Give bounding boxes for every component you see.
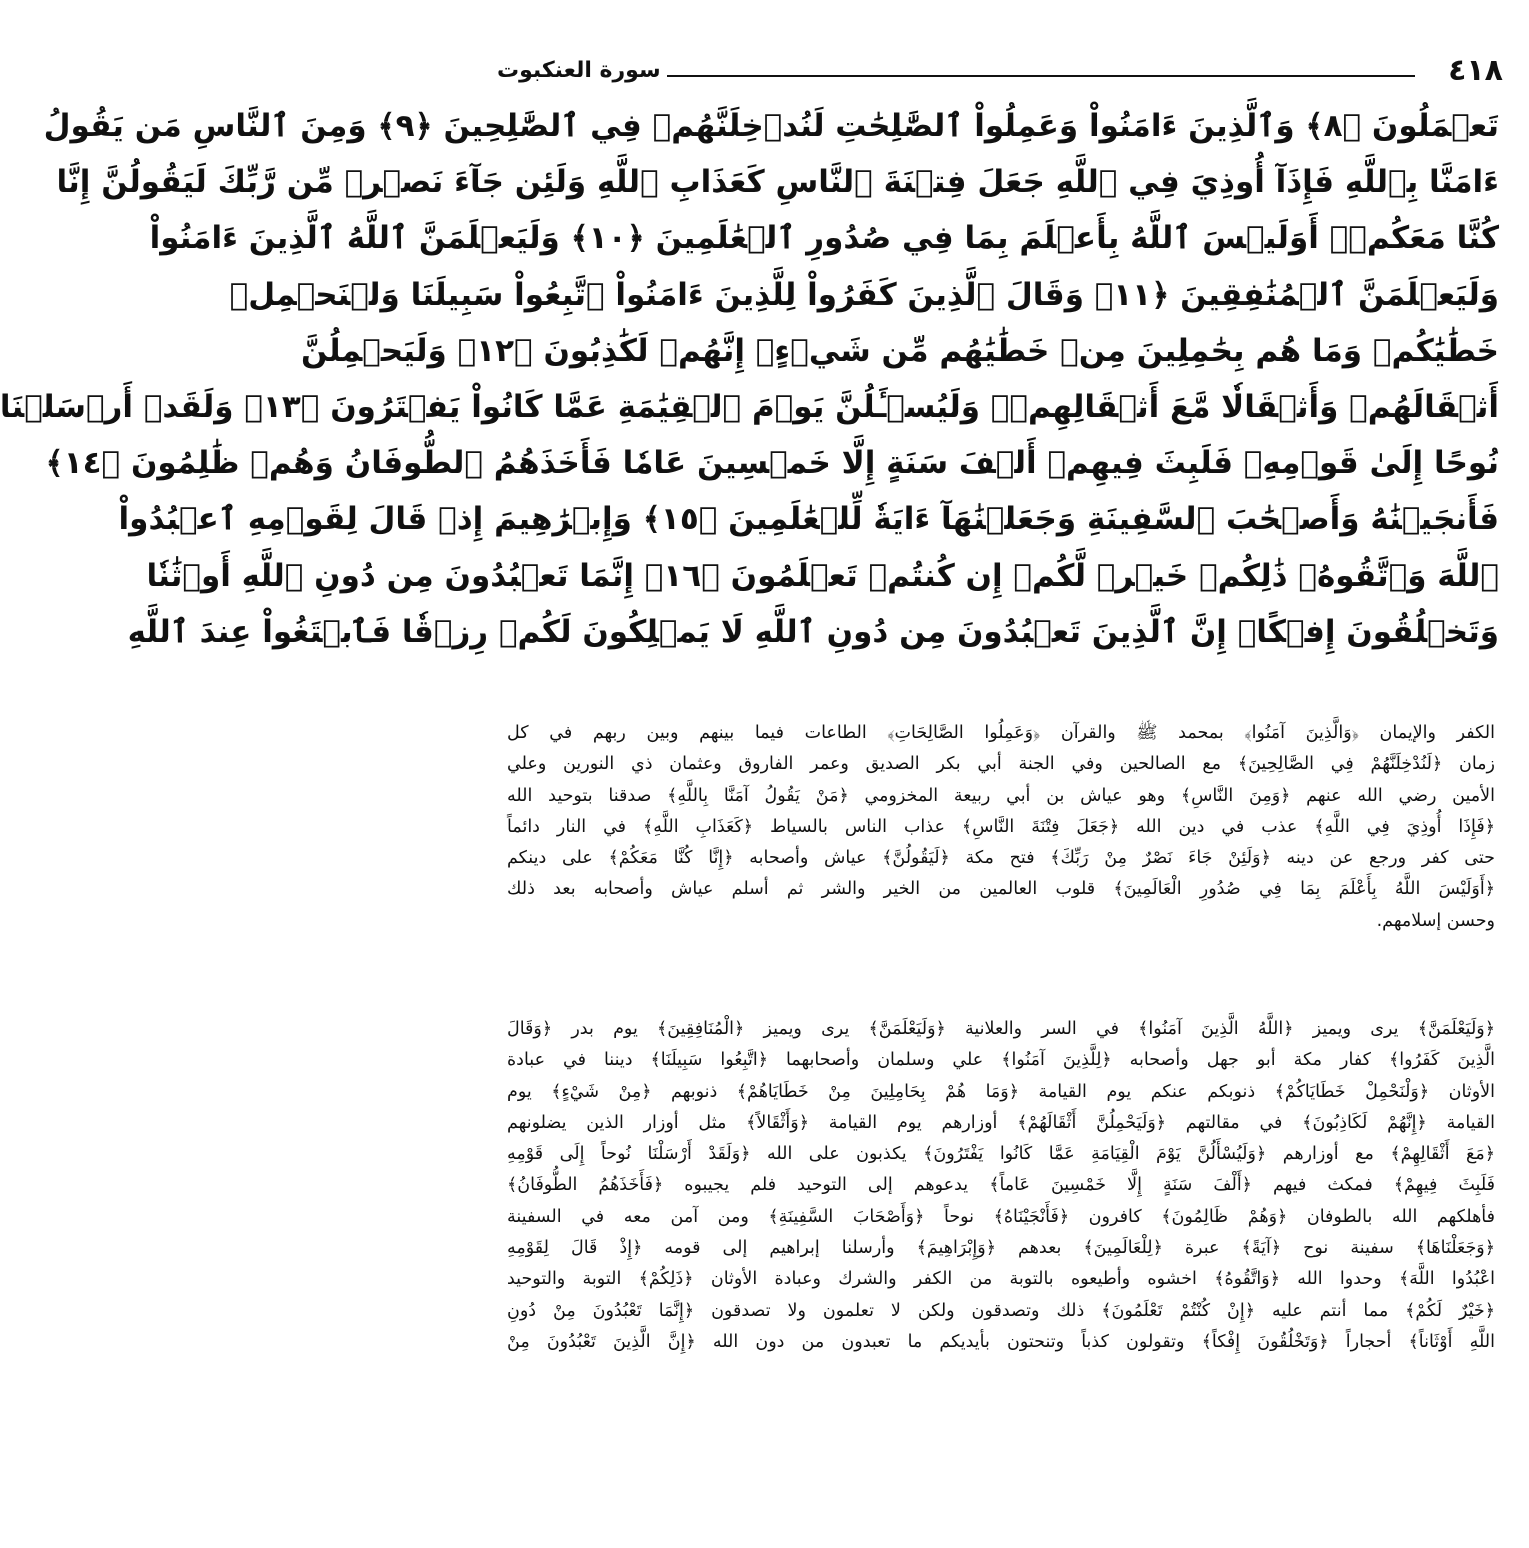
tafsir-line: زمان ﴿لَنُدْخِلَنَّهُمْ فِي الصَّالِحِينَ﴾ مع الصالحين وفي الجنة أبي بكر الصديق وعمر الفاروق وعثمان ذي النورين وعلي xyxy=(507,754,1495,775)
quran-line: كُنَّا مَعَكُمۡۚ أَوَلَيۡسَ ٱللَّهُ بِأَعۡلَمَ بِمَا فِي صُدُورِ ٱلۡعَٰلَمِينَ ﴿١٠﴾ وَلَيَعۡلَمَنَّ ٱللَّهُ ٱلَّذِينَ ءَامَنُواْ xyxy=(149,220,1499,257)
quran-line: أَثۡقَالَهُمۡ وَأَثۡقَالٗا مَّعَ أَثۡقَالِهِمۡۖ وَلَيُسۡـَٔلُنَّ يَوۡمَ ٱلۡقِيَٰمَةِ عَمَّا كَانُواْ يَفۡتَرُونَ ﴿١٣﴾ وَلَقَدۡ أَرۡسَلۡنَا xyxy=(0,388,1499,425)
quran-text-block xyxy=(0,98,1499,660)
tafsir-line: وحسن إسلامهم. xyxy=(1376,910,1495,931)
tafsir-line: الَّذِينَ كَفَرُوا﴾ كفار مكة أبو جهل وأصحابه ﴿لِلَّذِينَ آمَنُوا﴾ علي وسلمان وأصحابهما ﴿اتَّبِعُوا سَبِيلَنَا﴾ ديننا في عبادة xyxy=(507,1050,1495,1071)
header-divider xyxy=(667,75,1415,77)
tafsir-line: حتى كفر ورجع عن دينه ﴿وَلَئِنْ جَاءَ نَصْرٌ مِنْ رَبِّكَ﴾ فتح مكة ﴿لَيَقُولُنَّ﴾ عياش وأصحابه ﴿إِنَّا كُنَّا مَعَكُمْ﴾ على دينكم xyxy=(507,848,1495,869)
page-number: ٤١٨ xyxy=(1448,53,1503,88)
tafsir-line: اللَّهِ أَوْثَاناً﴾ أحجاراً ﴿وَتَخْلُقُونَ إِفْكاً﴾ وتقولون كذباً وتنحتون بأيديكم ما تعبدون من دون الله ﴿إِنَّ الَّذِينَ تَعْبُدُونَ مِنْ xyxy=(507,1331,1495,1352)
tafsir-line: ﴿خَيْرٌ لَكُمْ﴾ مما أنتم عليه ﴿إِنْ كُنْتُمْ تَعْلَمُونَ﴾ ذلك وتصدقون ولكن لا تعلمون ولا تصدقون ﴿إِنَّمَا تَعْبُدُونَ مِنْ دُونِ xyxy=(507,1300,1495,1321)
quran-line: فَأَنجَيۡنَٰهُ وَأَصۡحَٰبَ ٱلسَّفِينَةِ وَجَعَلۡنَٰهَآ ءَايَةٗ لِّلۡعَٰلَمِينَ ﴿١٥﴾ وَإِبۡرَٰهِيمَ إِذۡ قَالَ لِقَوۡمِهِ ٱعۡبُدُواْ xyxy=(118,501,1499,538)
tafsir-paragraph xyxy=(507,1014,1495,1358)
tafsir-line: فأهلكهم الله بالطوفان ﴿وَهُمْ ظَالِمُونَ﴾ كافرون ﴿فَأَنْجَيْنَاهُ﴾ نوحاً ﴿وَأَصْحَابَ السَّفِينَةِ﴾ ومن آمن معه في السفينة xyxy=(507,1206,1495,1227)
tafsir-line: الأمين رضي الله عنهم ﴿وَمِنَ النَّاسِ﴾ وهو عياش بن أبي ربيعة المخزومي ﴿مَنْ يَقُولُ آمَنَّا بِاللَّهِ﴾ صدقنا بتوحيد الله xyxy=(507,785,1495,806)
quran-line: ٱللَّهَ وَٱتَّقُوهُۖ ذَٰلِكُمۡ خَيۡرٞ لَّكُمۡ إِن كُنتُمۡ تَعۡلَمُونَ ﴿١٦﴾ إِنَّمَا تَعۡبُدُونَ مِن دُونِ ٱللَّهِ أَوۡثَٰنٗا xyxy=(146,557,1499,594)
quran-line: وَلَيَعۡلَمَنَّ ٱلۡمُنَٰفِقِينَ ﴿١١﴾ وَقَالَ ٱلَّذِينَ كَفَرُواْ لِلَّذِينَ ءَامَنُواْ ٱتَّبِعُواْ سَبِيلَنَا وَلۡنَحۡمِلۡ xyxy=(229,276,1499,313)
tafsir-line: ﴿وَلَيَعْلَمَنَّ﴾ يرى ويميز ﴿اللَّهُ الَّذِينَ آمَنُوا﴾ في السر والعلانية ﴿وَلَيَعْلَمَنَّ﴾ يرى ويميز ﴿الْمُنَافِقِينَ﴾ يوم بدر ﴿وَقَالَ xyxy=(507,1019,1495,1039)
tafsir-line: الكفر والإيمان ﴿وَالَّذِينَ آمَنُوا﴾ بمحمد ﷺ والقرآن ﴿وَعَمِلُوا الصَّالِحَاتِ﴾ الطاعات فيما بينهم وبين ربهم في كل xyxy=(507,723,1495,743)
tafsir-paragraph xyxy=(507,718,1495,937)
quran-line: ءَامَنَّا بِٱللَّهِ فَإِذَآ أُوذِيَ فِي ٱللَّهِ جَعَلَ فِتۡنَةَ ٱلنَّاسِ كَعَذَابِ ٱللَّهِ وَلَئِن جَآءَ نَصۡرٞ مِّن رَّبِّكَ لَيَقُولُنَّ إِنَّا xyxy=(56,164,1499,201)
tafsir-line: ﴿مَعَ أَثْقَالِهِمْ﴾ مع أوزارهم ﴿وَلَيُسْأَلُنَّ يَوْمَ الْقِيَامَةِ عَمَّا كَانُوا يَفْتَرُونَ﴾ يكذبون على الله ﴿وَلَقَدْ أَرْسَلْنَا نُوحاً إِلَى قَوْمِهِ xyxy=(507,1144,1495,1165)
tafsir-line: فَلَبِثَ فِيهِمْ﴾ فمكث فيهم ﴿أَلْفَ سَنَةٍ إِلَّا خَمْسِينَ عَاماً﴾ يدعوهم إلى التوحيد فلم يجيبوه ﴿فَأَخَذَهُمُ الطُّوفَانُ﴾ xyxy=(507,1175,1495,1196)
tafsir-line: اعْبُدُوا اللَّهَ﴾ وحدوا الله ﴿وَاتَّقُوهُ﴾ اخشوه وأطيعوه بالتوبة من الكفر والشرك وعبادة الأوثان ﴿ذَلِكُمْ﴾ التوبة والتوحيد xyxy=(507,1269,1495,1290)
tafsir-line: ﴿فَإِذَا أُوذِيَ فِي اللَّهِ﴾ عذب في دين الله ﴿جَعَلَ فِتْنَةَ النَّاسِ﴾ عذاب الناس بالسياط ﴿كَعَذَابِ اللَّهِ﴾ في النار دائماً xyxy=(507,816,1495,837)
quran-line: وَتَخۡلُقُونَ إِفۡكًاۚ إِنَّ ٱلَّذِينَ تَعۡبُدُونَ مِن دُونِ ٱللَّهِ لَا يَمۡلِكُونَ لَكُمۡ رِزۡقٗا فَٱبۡتَغُواْ عِندَ ٱللَّهِ xyxy=(127,613,1499,650)
quran-line: تَعۡمَلُونَ ﴿٨﴾ وَٱلَّذِينَ ءَامَنُواْ وَعَمِلُواْ ٱلصَّٰلِحَٰتِ لَنُدۡخِلَنَّهُمۡ فِي ٱلصَّٰلِحِينَ ﴿٩﴾ وَمِنَ ٱلنَّاسِ مَن يَقُولُ xyxy=(43,108,1499,144)
tafsir-line: ﴿وَجَعَلْنَاهَا﴾ سفينة نوح ﴿آيَةً﴾ عبرة ﴿لِلْعَالَمِينَ﴾ بعدهم ﴿وَإِبْرَاهِيمَ﴾ وأرسلنا إبراهيم إلى قومه ﴿إِذْ قَالَ لِقَوْمِهِ xyxy=(507,1238,1495,1259)
tafsir-line: الأوثان ﴿وَلْنَحْمِلْ خَطَايَاكُمْ﴾ ذنوبكم عنكم يوم القيامة ﴿وَمَا هُمْ بِحَامِلِينَ مِنْ خَطَايَاهُمْ﴾ ذنوبهم ﴿مِنْ شَيْءٍ﴾ يوم xyxy=(507,1081,1495,1102)
tafsir-line: ﴿أَوَلَيْسَ اللَّهُ بِأَعْلَمَ بِمَا فِي صُدُورِ الْعَالَمِينَ﴾ قلوب العالمين من الخير والشر ثم أسلم عياش وأصحابه بعد ذلك xyxy=(507,879,1495,900)
tafsir-line: القيامة ﴿إِنَّهُمْ لَكَاذِبُونَ﴾ في مقالتهم ﴿وَلَيَحْمِلُنَّ أَثْقَالَهُمْ﴾ أوزارهم يوم القيامة ﴿وَأَثْقَالاً﴾ مثل أوزار الذين يضلونهم xyxy=(507,1112,1495,1133)
page-header xyxy=(497,48,1503,98)
quran-line: نُوحًا إِلَىٰ قَوۡمِهِۦ فَلَبِثَ فِيهِمۡ أَلۡفَ سَنَةٍ إِلَّا خَمۡسِينَ عَامٗا فَأَخَذَهُمُ ٱلطُّوفَانُ وَهُمۡ ظَٰلِمُونَ ﴿١٤﴾ xyxy=(45,445,1499,482)
quran-line: خَطَٰيَٰكُمۡ وَمَا هُم بِحَٰمِلِينَ مِنۡ خَطَٰيَٰهُم مِّن شَيۡءٍۖ إِنَّهُمۡ لَكَٰذِبُونَ ﴿١٢﴾ وَلَيَحۡمِلُنَّ xyxy=(300,332,1499,369)
surah-title: سورة العنكبوت xyxy=(497,58,661,83)
